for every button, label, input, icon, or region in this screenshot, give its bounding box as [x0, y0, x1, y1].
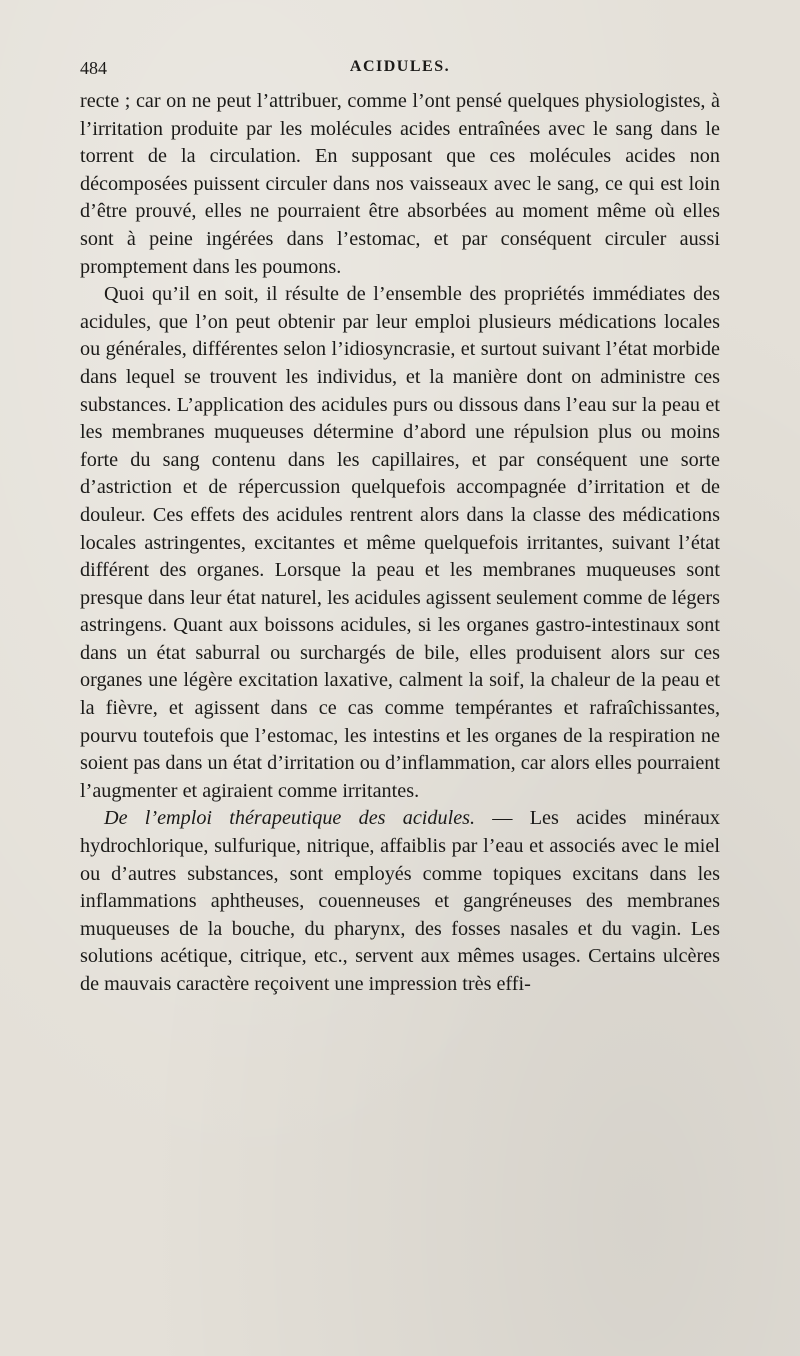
paragraph-continuation: recte ; car on ne peut l’attribuer, comme l’ont pensé quelques physiologistes, à l’irritation produite par les molécules acides entraînées avec le sang dans le torrent de la circulation. En supposant que ces molécules acides non décomposées puissent circuler dans nos vaisseaux avec le sang, ce qui est loin d’être prouvé, elles ne pourraient être absorbées au moment même où elles sont à peine ingérées dans l’estomac, et par conséquent circuler aussi promptement dans les poumons. [80, 90, 720, 278]
page-number: 484 [80, 58, 107, 78]
running-title: ACIDULES. [349, 58, 451, 75]
body-text [80, 88, 720, 999]
paragraph-therapeutic-use [80, 805, 720, 998]
section-text: — Les acides minéraux hydrochlorique, sulfurique, nitrique, affaiblis par l’eau et associés avec le miel ou d’autres substances, sont employés comme topiques excitans dans les inflammations aphtheuses, couenneuses et gangréneuses des membranes muqueuses de la bouche, du pharynx, des fosses nasales et du vagin. Les solutions acétique, citrique, etc., servent aux mêmes usages. Certains ulcères de mauvais caractère reçoivent une impression très effi- [80, 807, 720, 995]
section-title: De l’emploi thérapeutique des acidules. [104, 807, 476, 830]
running-head [80, 58, 720, 82]
paragraph-properties: Quoi qu’il en soit, il résulte de l’ensemble des propriétés immédiates des acidules, que l’on peut obtenir par leur emploi plusieurs médications locales ou générales, différentes selon l’idiosyncrasie, et surtout suivant l’état morbide dans lequel se trouvent les individus, et la manière dont on administre ces substances. L’application des acidules purs ou dissous dans l’eau sur la peau et les membranes muqueuses détermine d’abord une répulsion plus ou moins forte du sang contenu dans les capillaires, et par conséquent une sorte d’astriction et de répercussion quelquefois accompagnée d’irritation et de douleur. Ces effets des acidules rentrent alors dans la classe des médications locales astringentes, excitantes et même quelquefois irritantes, suivant l’état différent des organes. Lorsque la peau et les membranes muqueuses sont presque dans leur état naturel, les acidules agissent seulement comme de légers astringens. Quant aux boissons acidules, si les organes gastro-intestinaux sont dans un état saburral ou surchargés de bile, elles produisent alors sur ces organes une légère excitation laxative, calment la soif, la chaleur de la peau et la fièvre, et agissent dans ce cas comme tempérantes et rafraîchissantes, pourvu toutefois que l’estomac, les intestins et les organes de la respiration ne soient pas dans un état d’irritation ou d’inflammation, car alors elles pourraient l’augmenter et agiraient comme irritantes. [80, 283, 720, 802]
